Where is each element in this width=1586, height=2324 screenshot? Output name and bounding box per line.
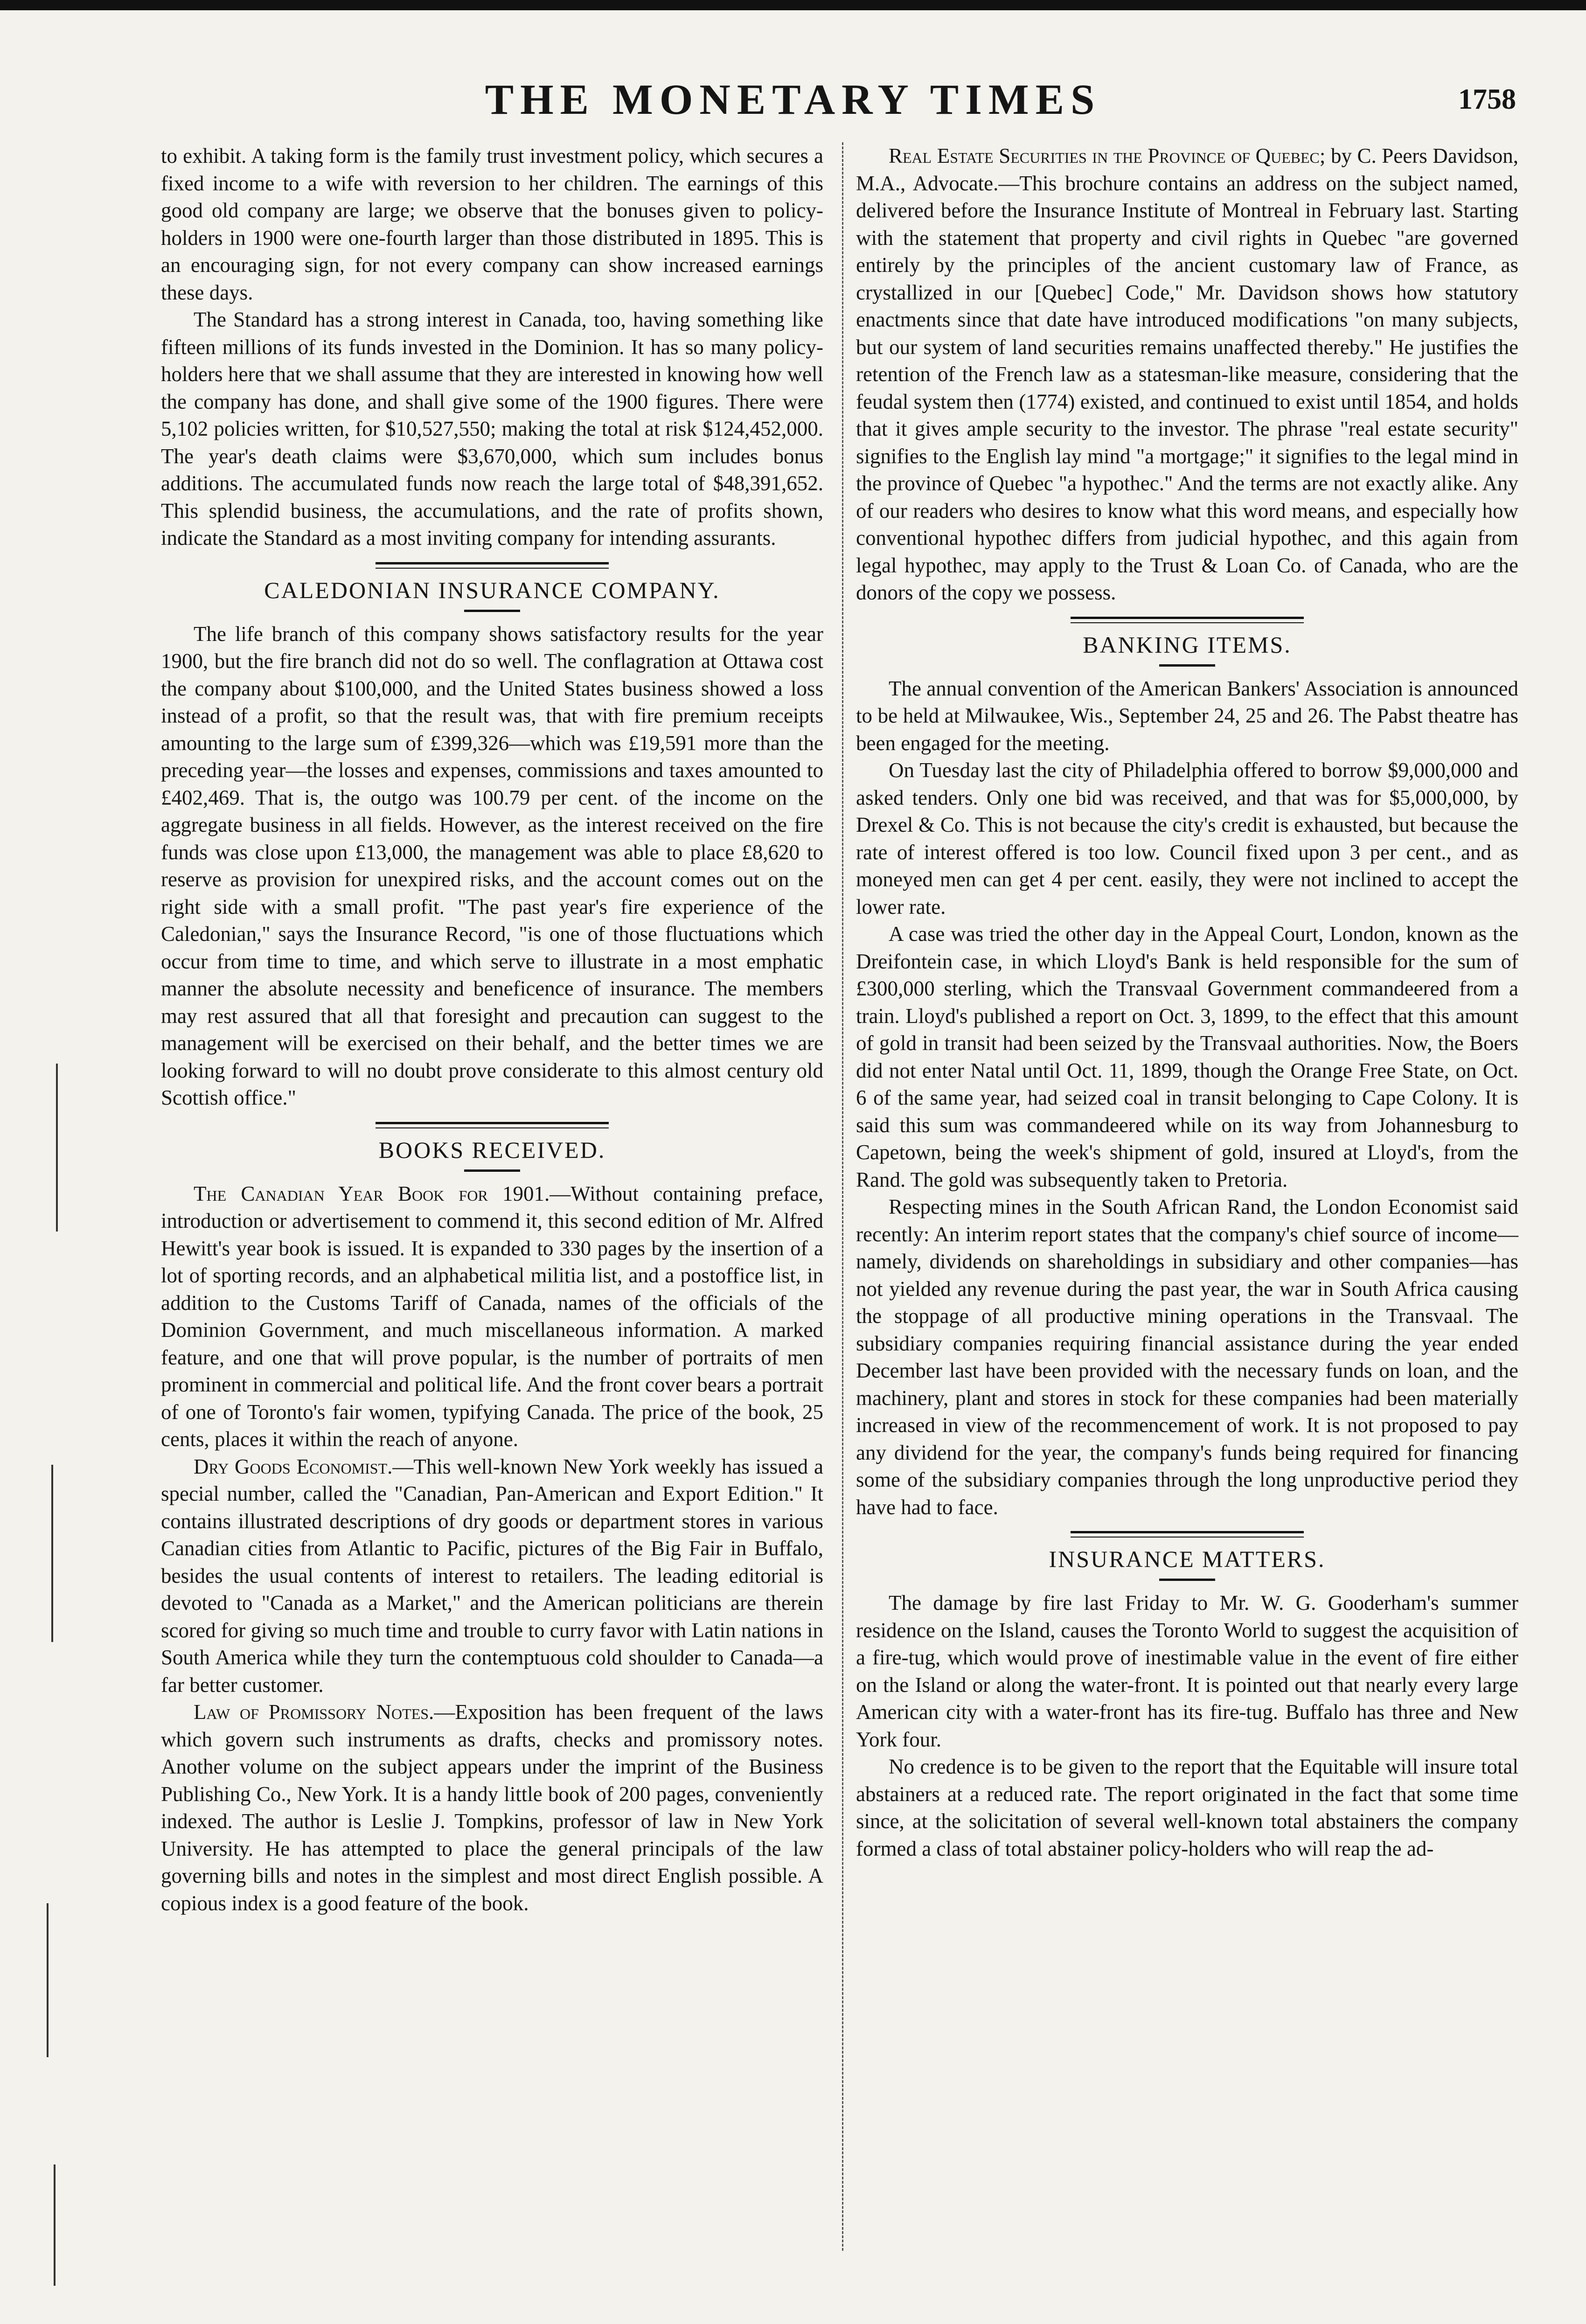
heading-dash — [464, 610, 520, 612]
paragraph: The damage by fire last Friday to Mr. W. G. Gooderham's summer residence on the Island, causes the Toronto World to suggest the acquisition of a fire-tug, which would prove of inestimable value in the event of fire either on the Island or along the water-front. It is pointed out that nearly every large American city with a water-front has its fire-tug. Buffalo has three and New York four. — [856, 1591, 1518, 1751]
section-heading-banking: BANKING ITEMS. — [1083, 631, 1292, 658]
section-rule — [161, 1122, 823, 1128]
section-rule — [856, 617, 1518, 623]
paragraph: Respecting mines in the South African Rand, the London Economist said recently: An interim report states that the company's chief source of income—namely, dividends on shareholdings in subsidiary and other companies—has not yielded any revenue during the past year, the war in South Africa causing the stoppage of all productive mining operations in the Transvaal. The subsidiary companies requiring financial assistance during the year ended December last have been provided with the necessary funds on loan, and the machinery, plant and stores in stock for these companies had been materially increased in view of the recommencement of work. It is not proposed to pay any dividend for the year, the company's funds being required for financing some of the subsidiary companies through the long unproductive period they have had to face. — [856, 1195, 1518, 1519]
page-header — [0, 70, 1586, 126]
book-entry — [161, 1453, 823, 1699]
page-number: 1758 — [1458, 83, 1516, 115]
paragraph: The Standard has a strong interest in Canada, too, having something like fifteen millions of its funds invested in the Dominion. It has so many policy-holders here that we shall assume that they are interested in knowing how well the company has done, and shall give some of the 1900 figures. There were 5,102 policies written, for $10,527,550; making the total at risk $124,452,000. The year's death claims were $3,670,000, which sum includes bonus additions. The accumulated funds now reach the large total of $48,391,652. This splendid business, the accumulations, and the rate of profits shown, indicate the Standard as a most inviting company for intending assurants. — [161, 308, 823, 550]
book-entry — [161, 1698, 823, 1917]
column-divider — [842, 142, 845, 2251]
book-title: The Canadian Year Book for 1901. — [194, 1182, 550, 1205]
heading-dash — [464, 1169, 520, 1172]
paragraph: No credence is to be given to the report that the Equitable will insure total abstainers at a reduced rate. The report originated in the fact that some time since, at the solicitation of several well-known total abstainers the company formed a class of total abstainer policy-holders who will reap the ad- — [856, 1755, 1518, 1860]
section-rule — [856, 1531, 1518, 1538]
book-entry — [161, 1180, 823, 1453]
paragraph: to exhibit. A taking form is the family trust investment policy, which secures a fixed income to a wife with reversion to her children. The earnings of this good old company are large; we observe that the bonuses given to policy-holders in 1900 were one-fourth larger than those distributed in 1895. This is an encouraging sign, for not every company can show increased earnings these days. — [161, 144, 823, 304]
section-rule — [161, 562, 823, 569]
book-text: —Without containing preface, introduction or advertisement to commend it, this second edition of Mr. Alfred Hewitt's year book is issued. It is expanded to 330 pages by the insertion of a lot of sporting records, and an alphabetical militia list, and a postoffice list, in addition to the Customs Tariff of Canada, names of the officials of the Dominion Government, and much miscellaneous information. A marked feature, and one that will prove popular, is the number of portraits of men prominent in commercial and political life. And the front cover bears a portrait of one of Toronto's fair women, typifying Canada. The price of the book, 25 cents, places it within the reach of anyone. — [161, 1182, 823, 1451]
margin-mark — [51, 1465, 53, 1642]
heading-dash — [1159, 1579, 1215, 1581]
book-title: Real Estate Securities in the Province of Quebec; — [889, 144, 1326, 167]
right-column — [856, 142, 1518, 1862]
section-heading-caledonian: CALEDONIAN INSURANCE COMPANY. — [264, 577, 720, 603]
paragraph: A case was tried the other day in the Appeal Court, London, known as the Dreifontein case, in which Lloyd's Bank is held responsible for the sum of £300,000 sterling, which the Transvaal Government commandeered from a train. Lloyd's published a report on Oct. 3, 1899, to the effect that this amount of gold in transit had been seized by the Transvaal authorities. Now, the Boers did not enter Natal until Oct. 11, 1899, though the Orange Free State, on Oct. 6 of the same year, had seized coal in transit belonging to Cape Colony. It is said this sum was commandeered while on its way from Johannesburg to Capetown, being the week's shipment of gold, insured at Lloyd's, from the Rand. The gold was subsequently taken to Pretoria. — [856, 922, 1518, 1191]
left-column — [161, 142, 823, 1917]
paragraph: On Tuesday last the city of Philadelphia offered to borrow $9,000,000 and asked tenders. Only one bid was received, and that was for $5,000,000, by Drexel & Co. This is not because the city's credit is exhausted, but because the rate of interest offered is too low. Council fixed upon 3 per cent., and as moneyed men can get 4 per cent. easily, they were not inclined to accept the lower rate. — [856, 758, 1518, 918]
margin-mark — [54, 2164, 56, 2286]
book-text: —Exposition has been frequent of the laws which govern such instruments as drafts, checks and promissory notes. Another volume on the subject appears under the imprint of the Business Publishing Co., New York. It is a handy little book of 200 pages, conveniently indexed. The author is Leslie J. Tompkins, professor of law in New York University. He has attempted to place the general principals of the law governing bills and notes in the simplest and most direct English possible. A copious index is a good feature of the book. — [161, 1700, 823, 1915]
book-entry — [856, 142, 1518, 606]
section-heading-insurance: INSURANCE MATTERS. — [1049, 1546, 1326, 1572]
book-title: Dry Goods Economist. — [194, 1454, 393, 1478]
book-title: Law of Promissory Notes. — [194, 1700, 434, 1724]
margin-mark — [47, 1903, 49, 2057]
book-text: —This well-known New York weekly has issued a special number, called the "Canadian, Pan-American and Export Edition." It contains illustrated descriptions of dry goods or department stores in various Canadian cities from Atlantic to Pacific, pictures of the Big Fair in Buffalo, besides the usual contents of interest to retailers. The leading editorial is devoted to "Canada as a Market," and the American politicians are therein scored for giving so much time and trouble to curry favor with Latin nations in South America while they turn the contemptuous cold shoulder to Canada—a far better customer. — [161, 1454, 824, 1697]
heading-dash — [1159, 664, 1215, 667]
masthead-title: THE MONETARY TIMES — [485, 76, 1101, 123]
margin-mark — [56, 1064, 58, 1232]
top-edge-bar — [0, 0, 1586, 10]
paragraph: The annual convention of the American Bankers' Association is announced to be held at Milwaukee, Wis., September 24, 25 and 26. The Pabst theatre has been engaged for the meeting. — [856, 676, 1518, 755]
paragraph: The life branch of this company shows satisfactory results for the year 1900, but the fire branch did not do so well. The conflagration at Ottawa cost the company about $100,000, and the United States business showed a loss instead of a profit, so that the result was, that with fire premium receipts amounting to the large sum of £399,326—which was £19,591 more than the preceding year—the losses and expenses, commissions and taxes amounted to £402,469. That is, the outgo was 100.79 per cent. of the income on the aggregate business in all fields. However, as the interest received on the fire funds was close upon £13,000, the management was able to place £8,620 to reserve as provision for unexpired risks, and the account comes out on the right side with a small profit. "The past year's fire experience of the Caledonian," says the Insurance Record, "is one of those fluctuations which occur from time to time, and which serve to illustrate in a most emphatic manner the absolute necessity and beneficence of insurance. The members may rest assured that all that foresight and precaution can suggest to the management will be exercised on their behalf, and the better times we are looking forward to will no doubt prove considerate to this almost century old Scottish office." — [161, 622, 823, 1109]
section-heading-books: BOOKS RECEIVED. — [378, 1136, 606, 1163]
book-text: by C. Peers Davidson, M.A., Advocate.—This brochure contains an address on the subject named, delivered before the Insurance Institute of Montreal in February last. Starting with the statement that property and civil rights in Quebec "are governed entirely by the principles of the ancient customary law of France, as crystallized in our [Quebec] Code," Mr. Davidson shows how statutory enactments since that date have introduced modifications "on many subjects, but our system of land securities remains unaffected thereby." He justifies the retention of the French law as a statesman-like measure, considering that the feudal system then (1774) existed, and continued to exist until 1854, and holds that it gives ample security to the investor. The phrase "real estate security" signifies to the English lay mind "a mortgage;" it signifies to the legal mind in the province of Quebec "a hypothec." And the terms are not exactly alike. Any of our readers who desires to know what this word means, and especially how conventional hypothec differs from judicial hypothec, and this again from legal hypothec, may apply to the Trust & Loan Co. of Canada, who are the donors of the copy we possess. — [856, 144, 1518, 604]
